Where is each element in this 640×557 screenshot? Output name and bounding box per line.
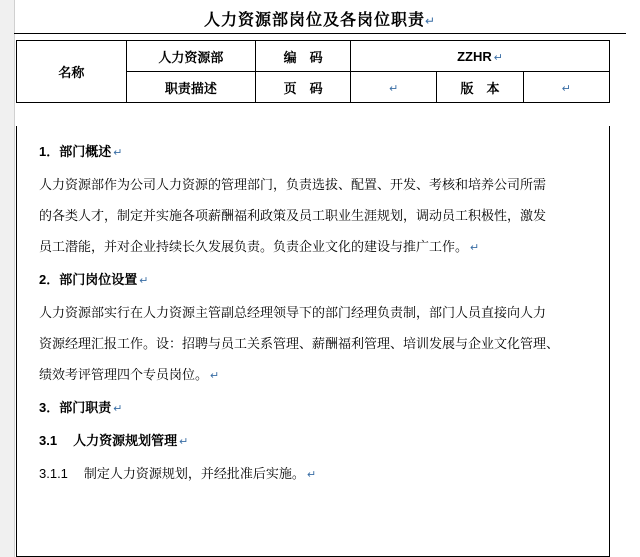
paragraph-text: 绩效考评管理四个专员岗位。	[39, 367, 209, 382]
paragraph-mark-icon: ↵	[113, 147, 123, 159]
section-2-paragraph-line-1	[39, 297, 587, 328]
department-name-text: 人力资源部	[158, 49, 224, 65]
paragraph-text: 人力资源部实行在人力资源主管副总经理领导下的部门经理负责制，部门人员直接向人力	[39, 305, 547, 320]
paragraph-mark-icon: ↵	[424, 14, 437, 28]
cell-version-value	[523, 72, 609, 103]
section-heading-2	[39, 264, 587, 297]
section-2-paragraph-line-3	[39, 359, 587, 392]
paragraph-mark-icon: ↵	[470, 242, 480, 254]
clause-number: 3.1.1	[39, 466, 68, 481]
page-label-text: 页 码	[283, 80, 323, 96]
page-title	[14, 10, 626, 32]
paragraph-mark-icon: ↵	[306, 469, 317, 481]
header-info-table	[16, 40, 610, 103]
table-row	[17, 41, 610, 72]
cell-version-label	[437, 72, 523, 103]
paragraph-mark-icon: ↵	[139, 275, 149, 287]
section-heading-2-text: 2．部门岗位设置	[39, 272, 138, 287]
cell-page-label	[256, 72, 351, 103]
section-heading-1	[39, 136, 587, 169]
subsection-heading-3-1	[39, 425, 587, 458]
paragraph-text: 员工潜能，并对企业持续长久发展负责。负责企业文化的建设与推广工作。	[39, 239, 469, 254]
subsection-heading-text: 人力资源规划管理	[73, 433, 178, 448]
document-body	[16, 126, 610, 557]
section-1-paragraph-line-2	[39, 200, 587, 231]
name-label-text: 名称	[58, 65, 85, 80]
cell-page-value	[351, 72, 437, 103]
section-heading-1-text: 1．部门概述	[39, 144, 112, 159]
cell-code-value	[351, 41, 610, 72]
cell-code-label	[256, 41, 351, 72]
duty-description-text: 职责描述	[164, 80, 217, 96]
paragraph-mark-icon: ↵	[389, 82, 399, 95]
cell-department-name	[126, 41, 255, 72]
paragraph-text: 的各类人才，制定并实施各项薪酬福利政策及员工职业生涯规划，调动员工积极性，激发	[39, 208, 547, 223]
paragraph-mark-icon: ↵	[493, 51, 503, 64]
code-value-text: ZZHR	[457, 48, 492, 64]
section-heading-3-text: 3．部门职责	[39, 400, 112, 415]
code-label-text: 编 码	[283, 49, 323, 65]
clause-3-1-1	[39, 458, 587, 491]
section-heading-3	[39, 392, 587, 425]
section-1-paragraph-line-1	[39, 169, 587, 200]
paragraph-mark-icon: ↵	[113, 403, 123, 415]
cell-name-label	[17, 41, 127, 103]
paragraph-text: 人力资源部作为公司人力资源的管理部门，负责选拔、配置、开发、考核和培养公司所需	[39, 177, 547, 192]
paragraph-text: 资源经理汇报工作。设：招聘与员工关系管理、薪酬福利管理、培训发展与企业文化管理、	[39, 336, 560, 351]
page-title-text: 人力资源部岗位及各岗位职责	[203, 12, 425, 29]
paragraph-mark-icon: ↵	[210, 370, 220, 382]
cell-duty-description	[126, 72, 255, 103]
subsection-number: 3.1	[39, 433, 58, 448]
paragraph-mark-icon: ↵	[179, 436, 189, 448]
title-divider	[14, 33, 626, 34]
section-2-paragraph-line-2	[39, 328, 587, 359]
version-label-text: 版 本	[460, 80, 500, 96]
clause-text: 制定人力资源规划，并经批准后实施。	[83, 466, 305, 481]
section-1-paragraph-line-3	[39, 231, 587, 264]
left-margin-strip	[0, 0, 15, 557]
paragraph-mark-icon: ↵	[561, 82, 571, 95]
